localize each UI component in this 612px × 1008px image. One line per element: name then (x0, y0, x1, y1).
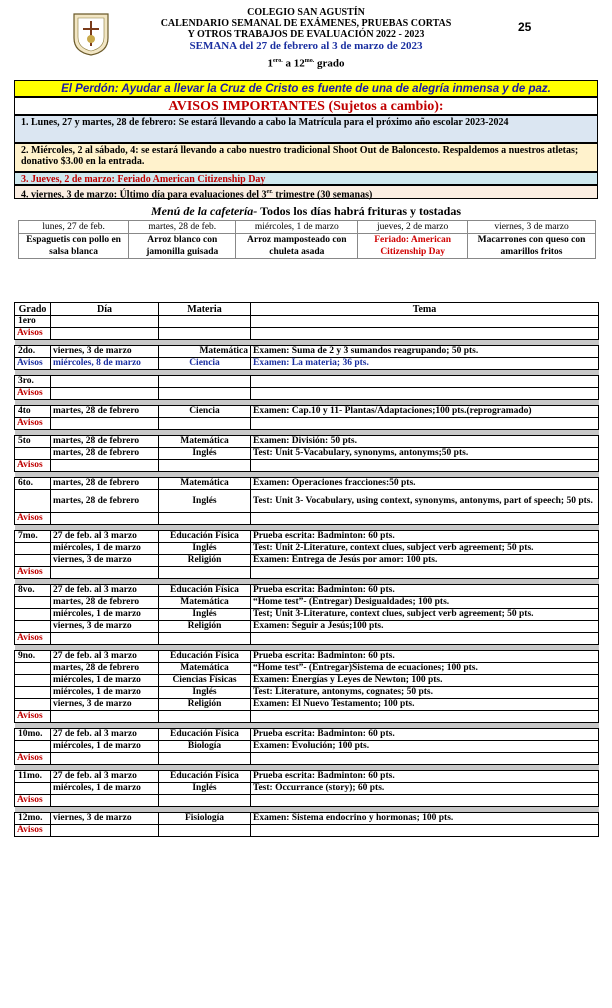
menu-day: miércoles, 1 de marzo (236, 221, 358, 234)
cell-topic: Examen: Cap.10 y 11- Plantas/Adaptaciones;100 pts.(reprogramado) (251, 406, 599, 418)
menu-item: Macarrones con queso con amarillos fritos (468, 234, 596, 259)
menu-day: lunes, 27 de feb. (19, 221, 129, 234)
cell-topic: Examen: Sistema endocrino y hormonas; 100 pts. (251, 813, 599, 825)
cell-day: 27 de feb. al 3 marzo (51, 651, 159, 663)
cell-day: miércoles, 1 de marzo (51, 543, 159, 555)
cell-day: viernes, 3 de marzo (51, 813, 159, 825)
cell-topic: Examen: Energías y Leyes de Newton; 100 pts. (251, 675, 599, 687)
table-row (15, 567, 599, 579)
avisos-label: Avisos (15, 825, 51, 837)
table-row (15, 597, 599, 609)
table-row (15, 436, 599, 448)
col-header-dia: Día (51, 303, 159, 316)
cell-day: martes, 28 de febrero (51, 406, 159, 418)
cell-topic: Prueba escrita: Badminton: 60 pts. (251, 531, 599, 543)
avisos-label: Avisos (15, 388, 51, 400)
menu-day: martes, 28 de feb. (129, 221, 236, 234)
table-row (15, 729, 599, 741)
grade-label: 8vo. (15, 585, 51, 597)
cell-subject: Educación Física (159, 651, 251, 663)
page-number: 25 (518, 20, 532, 34)
table-row (15, 388, 599, 400)
col-header-grado: Grado (15, 303, 51, 316)
cell-subject: Inglés (159, 543, 251, 555)
cell-subject: Educación Física (159, 585, 251, 597)
cell-day: 27 de feb. al 3 marzo (51, 771, 159, 783)
table-row (15, 316, 599, 328)
table-row (15, 675, 599, 687)
grade-label: 1ero (15, 316, 51, 328)
table-row (15, 346, 599, 358)
avisos-label: Avisos (15, 358, 51, 370)
cell-subject: Inglés (159, 783, 251, 795)
table-row (15, 687, 599, 699)
table-row (15, 633, 599, 645)
table-row (15, 543, 599, 555)
table-row (15, 609, 599, 621)
cafeteria-menu-title: Menú de la cafetería- Todos los días habrá frituras y tostadas (150, 204, 462, 218)
cell-subject: Inglés (159, 490, 251, 513)
table-row (15, 478, 599, 490)
cell-subject: Educación Física (159, 531, 251, 543)
cell-topic: Examen: Entrega de Jesús por amor: 100 pts. (251, 555, 599, 567)
cell-topic: Examen: Operaciones fracciones:50 pts. (251, 478, 599, 490)
cell-day: 27 de feb. al 3 marzo (51, 585, 159, 597)
cell-topic: Test: Unit 5-Vacabulary, synonyms, antonyms;50 pts. (251, 448, 599, 460)
grade-label: 5to (15, 436, 51, 448)
table-row (15, 663, 599, 675)
col-header-materia: Materia (159, 303, 251, 316)
cell-subject: Biología (159, 741, 251, 753)
table-row (15, 753, 599, 765)
announcement-3: 3. Jueves, 2 de marzo: Feriado American Citizenship Day (14, 172, 598, 185)
cell-subject: Inglés (159, 687, 251, 699)
avisos-label: Avisos (15, 513, 51, 525)
cell-subject: Educación Física (159, 771, 251, 783)
table-row (15, 460, 599, 472)
cell-day: 27 de feb. al 3 marzo (51, 531, 159, 543)
cell-subject: Matemática (159, 597, 251, 609)
cell-topic: Prueba escrita: Badminton: 60 pts. (251, 771, 599, 783)
table-row (15, 418, 599, 430)
cell-topic: Prueba escrita: Badminton: 60 pts. (251, 651, 599, 663)
cell-day: viernes, 3 de marzo (51, 555, 159, 567)
table-row (15, 555, 599, 567)
cafeteria-menu-table (18, 220, 596, 259)
avisos-label: Avisos (15, 567, 51, 579)
table-row (15, 813, 599, 825)
cell-day: viernes, 3 de marzo (51, 699, 159, 711)
week-range: SEMANA del 27 de febrero al 3 de marzo de 2023 (189, 40, 423, 52)
menu-day: viernes, 3 de marzo (468, 221, 596, 234)
cell-day: miércoles, 1 de marzo (51, 783, 159, 795)
announcements-title: AVISOS IMPORTANTES (Sujetos a cambio): (14, 97, 598, 115)
cell-subject: Religión (159, 621, 251, 633)
table-row (15, 651, 599, 663)
grade-label: 10mo. (15, 729, 51, 741)
announcement-1: 1. Lunes, 27 y martes, 28 de febrero: Se estará llevando a cabo la Matrícula para el próximo año escolar 2023-2024 (14, 115, 598, 143)
cell-subject: Ciencias Físicas (159, 675, 251, 687)
table-row (15, 795, 599, 807)
table-row (15, 585, 599, 597)
avisos-label: Avisos (15, 711, 51, 723)
grade-label: 3ro. (15, 376, 51, 388)
title-line-1: CALENDARIO SEMANAL DE EXÁMENES, PRUEBAS CORTAS (160, 18, 452, 29)
cell-subject: Matemática (159, 663, 251, 675)
cell-subject: Educación Física (159, 729, 251, 741)
cell-day: martes, 28 de febrero (51, 490, 159, 513)
cell-subject: Matemática (159, 436, 251, 448)
cell-day: viernes, 3 de marzo (51, 346, 159, 358)
cell-day: miércoles, 1 de marzo (51, 609, 159, 621)
avisos-label: Avisos (15, 460, 51, 472)
grade-label: 2do. (15, 346, 51, 358)
exam-schedule-table (14, 302, 599, 837)
cell-topic: Test: Unit 3- Vocabulary, using context, synonyms, antonyms, part of speech; 50 pts. (251, 490, 599, 513)
cell-topic: “Home test”- (Entregar)Sistema de ecuaciones; 100 pts. (251, 663, 599, 675)
table-row (15, 328, 599, 340)
cell-topic: “Home test”- (Entregar) Desigualdades; 100 pts. (251, 597, 599, 609)
title-line-2: Y OTROS TRABAJOS DE EVALUACIÓN 2022 - 2023 (187, 29, 425, 40)
avisos-label: Avisos (15, 753, 51, 765)
cell-topic: Examen: División: 50 pts. (251, 436, 599, 448)
table-row (15, 783, 599, 795)
cell-day: viernes, 3 de marzo (51, 621, 159, 633)
cell-day: 27 de feb. al 3 marzo (51, 729, 159, 741)
menu-day: jueves, 2 de marzo (358, 221, 468, 234)
table-row (15, 358, 599, 370)
table-row (15, 406, 599, 418)
cell-subject: Fisiología (159, 813, 251, 825)
cell-topic: Examen: Seguir a Jesús;100 pts. (251, 621, 599, 633)
table-row (15, 531, 599, 543)
cell-day: miércoles, 1 de marzo (51, 675, 159, 687)
table-row (15, 741, 599, 753)
cell-topic: Test; Unit 3-Literature, context clues, subject verb agreement; 50 pts. (251, 609, 599, 621)
grade-label: 11mo. (15, 771, 51, 783)
cell-topic: Examen: La materia; 36 pts. (251, 358, 599, 370)
avisos-label: Avisos (15, 795, 51, 807)
table-row (15, 513, 599, 525)
grade-range: $1^{ero.}$ a $12^{mo.}$ grado (267, 57, 345, 70)
cell-day: martes, 28 de febrero (51, 663, 159, 675)
grade-label: 9no. (15, 651, 51, 663)
table-row (15, 621, 599, 633)
cell-subject: Matemática (159, 478, 251, 490)
avisos-label: Avisos (15, 633, 51, 645)
grade-label: 6to. (15, 478, 51, 490)
cell-subject: Inglés (159, 448, 251, 460)
cell-topic: Test: Unit 2-Literature, context clues, subject verb agreement; 50 pts. (251, 543, 599, 555)
cell-day: miércoles, 8 de marzo (51, 358, 159, 370)
cell-topic: Prueba escrita: Badminton: 60 pts. (251, 729, 599, 741)
grade-label: 4to (15, 406, 51, 418)
cell-day: miércoles, 1 de marzo (51, 741, 159, 753)
table-row (15, 825, 599, 837)
cell-day: miércoles, 1 de marzo (51, 687, 159, 699)
table-row (15, 376, 599, 388)
col-header-tema: Tema (251, 303, 599, 316)
document-header (0, 0, 612, 82)
menu-item-holiday: Feriado: American Citizenship Day (358, 234, 468, 259)
menu-item: Arroz mamposteado con chuleta asada (236, 234, 358, 259)
cell-subject: Matemática (159, 346, 251, 358)
table-row (15, 771, 599, 783)
cell-topic: Test: Literature, antonyms, cognates; 50 pts. (251, 687, 599, 699)
cell-topic: Examen: El Nuevo Testamento; 100 pts. (251, 699, 599, 711)
motto-banner: El Perdón: Ayudar a llevar la Cruz de Cristo es fuente de una de alegría inmensa y de paz. (14, 80, 598, 97)
grade-label: 12mo. (15, 813, 51, 825)
cell-subject: Ciencia (159, 358, 251, 370)
cell-subject: Religión (159, 555, 251, 567)
avisos-label: Avisos (15, 418, 51, 430)
grade-label: 7mo. (15, 531, 51, 543)
cell-subject: Religión (159, 699, 251, 711)
menu-item: Arroz blanco con jamonilla guisada (129, 234, 236, 259)
cell-day: martes, 28 de febrero (51, 436, 159, 448)
cell-day: martes, 28 de febrero (51, 597, 159, 609)
cell-topic: Test: Occurrance (story); 60 pts. (251, 783, 599, 795)
cell-topic: Prueba escrita: Badminton: 60 pts. (251, 585, 599, 597)
cell-day: martes, 28 de febrero (51, 448, 159, 460)
announcement-4: 4. viernes, 3 de marzo: Último día para evaluaciones del $3^{er.}$ trimestre (30 semanas) (14, 185, 598, 199)
school-name: COLEGIO SAN AGUSTÍN (247, 7, 365, 18)
cell-topic: Examen: Evolución; 100 pts. (251, 741, 599, 753)
table-row (15, 699, 599, 711)
table-row (15, 711, 599, 723)
cell-subject: Ciencia (159, 406, 251, 418)
avisos-label: Avisos (15, 328, 51, 340)
cell-topic: Examen: Suma de 2 y 3 sumandos reagrupando; 50 pts. (251, 346, 599, 358)
announcement-2: 2. Miércoles, 2 al sábado, 4: se estará llevando a cabo nuestro tradicional Shoot Out de Baloncesto. Respaldemos a nuestros atletas; donativo $3.00 en la entrada. (14, 143, 598, 172)
table-row (15, 448, 599, 460)
table-row (15, 490, 599, 513)
menu-item: Espaguetis con pollo en salsa blanca (19, 234, 129, 259)
cell-subject: Inglés (159, 609, 251, 621)
cell-day: martes, 28 de febrero (51, 478, 159, 490)
